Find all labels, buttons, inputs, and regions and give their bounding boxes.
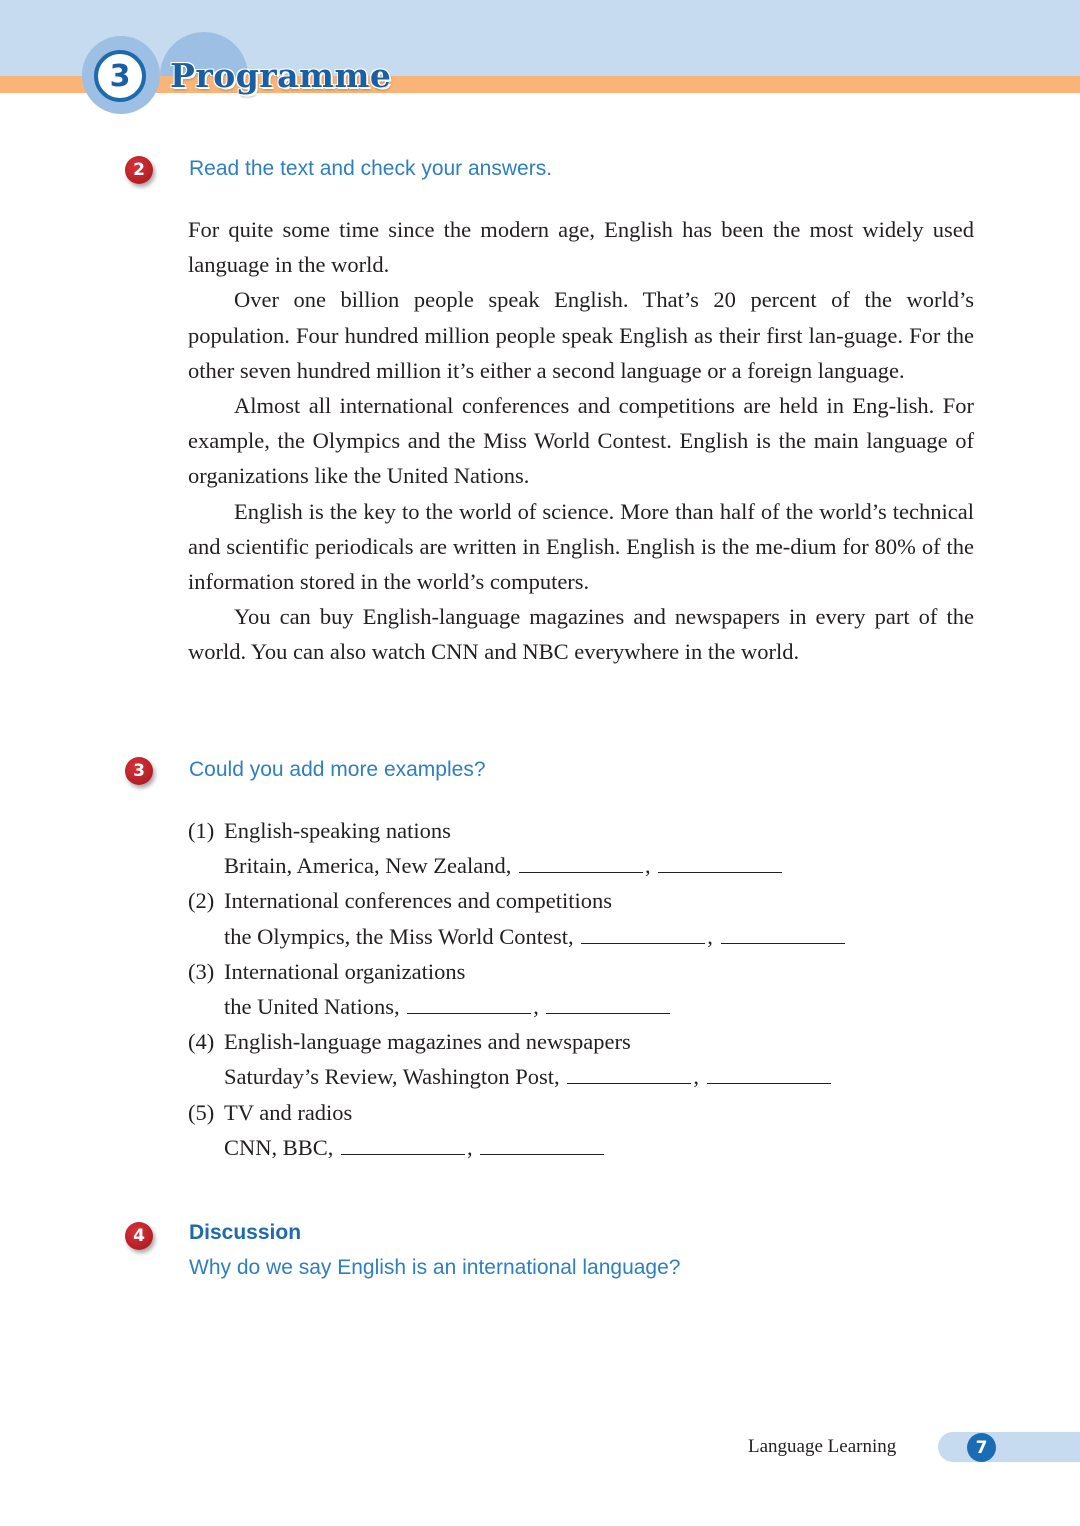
example-category: International conferences and competitions [224, 888, 612, 914]
example-given: Saturday’s Review, Washington Post, [224, 1064, 560, 1090]
example-answer-line: CNN, BBC, , [224, 1130, 948, 1165]
reading-passage [188, 212, 974, 670]
example-number: (2) [188, 888, 215, 914]
example-given: the Olympics, the Miss World Contest, [224, 923, 574, 949]
discussion-title: Discussion [189, 1221, 302, 1244]
activity-instruction: Read the text and check your answers. [189, 157, 553, 180]
example-item [188, 883, 948, 953]
activity-number-badge: 2 [125, 156, 153, 184]
answer-blank[interactable] [707, 1061, 831, 1084]
reading-paragraph: Over one billion people speak English. That’s 20 percent of the world’s population. Four hundred million people speak English as their first lan-guage. For the other seven hundred million it’s either a second language or a foreign language. [188, 287, 974, 383]
answer-blank[interactable] [658, 850, 782, 873]
header-orange-stripe [0, 76, 1080, 93]
reading-paragraph: You can buy English-language magazines and newspapers in every part of the world. You can also watch CNN and NBC everywhere in the world. [188, 604, 974, 665]
unit-number-badge: 3 [94, 50, 146, 102]
answer-blank[interactable] [407, 991, 531, 1014]
example-category: TV and radios [224, 1099, 353, 1125]
example-number: (3) [188, 958, 215, 984]
example-answer-line: the Olympics, the Miss World Contest, , [224, 919, 948, 954]
example-number: (4) [188, 1029, 215, 1055]
activity-instruction: Could you add more examples? [189, 758, 486, 781]
reading-paragraph: Almost all international conferences and competitions are held in Eng-lish. For example, the Olympics and the Miss World Contest. English is the main language of organizations like the United Nations. [188, 393, 974, 489]
answer-blank[interactable] [721, 921, 845, 944]
example-category: English-language magazines and newspapers [224, 1029, 631, 1055]
example-answer-line: the United Nations, , [224, 989, 948, 1024]
discussion-question: Why do we say English is an international language? [189, 1256, 681, 1279]
example-number: (1) [188, 818, 215, 843]
example-answer-line: Saturday’s Review, Washington Post, , [224, 1059, 948, 1094]
book-title: Language Learning [748, 1436, 897, 1457]
example-given: Britain, America, New Zealand, [224, 853, 512, 879]
footer-band [938, 1432, 1080, 1462]
example-answer-line: Britain, America, New Zealand, , [224, 848, 948, 883]
answer-blank[interactable] [567, 1061, 691, 1084]
example-given: the United Nations, [224, 994, 400, 1020]
reading-paragraph: English is the key to the world of science. More than half of the world’s technical and scientific periodicals are written in English. English is the me-dium for 80% of the information stored in the world’s computers. [188, 498, 974, 595]
page-number: 7 [967, 1433, 996, 1462]
answer-blank[interactable] [519, 850, 643, 873]
answer-blank[interactable] [581, 921, 705, 944]
unit-title: Programme [170, 56, 392, 95]
example-item [188, 813, 948, 883]
example-item [188, 1024, 948, 1094]
example-number: (5) [188, 1099, 215, 1125]
example-category: English-speaking nations [224, 818, 451, 843]
example-category: International organizations [224, 958, 466, 984]
example-item [188, 954, 948, 1024]
activity-number-badge: 3 [125, 757, 153, 785]
example-item [188, 1095, 948, 1165]
activity-number-badge: 4 [125, 1222, 153, 1250]
examples-list [188, 813, 948, 1165]
example-given: CNN, BBC, [224, 1134, 334, 1160]
reading-paragraph: For quite some time since the modern age, English has been the most widely used language in the world. [188, 217, 974, 278]
answer-blank[interactable] [341, 1132, 465, 1155]
answer-blank[interactable] [480, 1132, 604, 1155]
answer-blank[interactable] [546, 991, 670, 1014]
